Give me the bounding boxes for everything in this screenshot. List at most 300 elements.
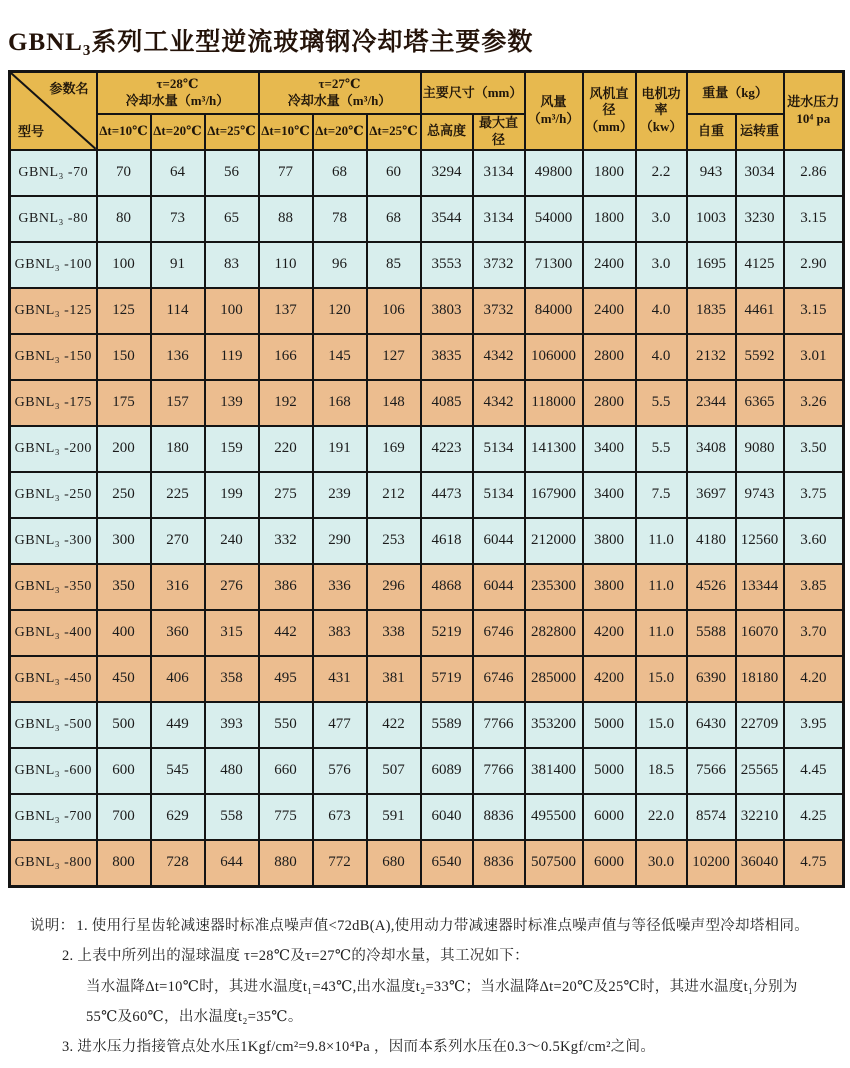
header-group-t28	[97, 72, 259, 115]
table-cell: 450	[97, 656, 151, 702]
header-inlet-pressure	[784, 72, 844, 150]
table-cell: 6000	[583, 840, 636, 887]
model-cell: GBNL₃ -80	[10, 196, 97, 242]
table-cell: 3.95	[784, 702, 844, 748]
table-cell: 3800	[583, 564, 636, 610]
table-cell: 253	[367, 518, 421, 564]
table-cell: 3803	[421, 288, 473, 334]
table-cell: 106000	[525, 334, 583, 380]
table-cell: 25565	[736, 748, 784, 794]
table-cell: 2400	[583, 242, 636, 288]
table-cell: 775	[259, 794, 313, 840]
table-cell: 83	[205, 242, 259, 288]
table-cell: 70	[97, 150, 151, 196]
table-cell: 545	[151, 748, 205, 794]
table-cell: 88	[259, 196, 313, 242]
table-cell: 6089	[421, 748, 473, 794]
table-row	[10, 380, 844, 426]
header-group-t27	[259, 72, 421, 115]
model-cell: GBNL₃ -300	[10, 518, 97, 564]
table-row	[10, 748, 844, 794]
table-cell: 8574	[687, 794, 736, 840]
table-cell: 576	[313, 748, 367, 794]
table-cell: 6540	[421, 840, 473, 887]
inlet-pressure-label: 进水压力	[787, 94, 840, 109]
table-cell: 118000	[525, 380, 583, 426]
table-cell: 12560	[736, 518, 784, 564]
table-cell: 3230	[736, 196, 784, 242]
t27-flow-label: 冷却水量（m³/h）	[287, 93, 392, 108]
t27-temp: τ=27℃	[318, 76, 361, 92]
note-2-continued-2	[86, 1009, 850, 1026]
table-cell: 381	[367, 656, 421, 702]
table-cell: 5000	[583, 748, 636, 794]
table-cell: 5219	[421, 610, 473, 656]
table-cell: 316	[151, 564, 205, 610]
table-cell: 3.0	[636, 196, 687, 242]
table-cell: 431	[313, 656, 367, 702]
table-cell: 49800	[525, 150, 583, 196]
table-cell: 11.0	[636, 564, 687, 610]
table-cell: 78	[313, 196, 367, 242]
table-cell: 180	[151, 426, 205, 472]
table-cell: 8836	[473, 794, 525, 840]
table-cell: 270	[151, 518, 205, 564]
table-cell: 480	[205, 748, 259, 794]
table-cell: 4200	[583, 610, 636, 656]
table-cell: 285000	[525, 656, 583, 702]
header-fan-diameter: 风机直径（mm）	[583, 72, 636, 150]
table-row	[10, 840, 844, 887]
note-2-line3-text: 55℃及60℃，出水温度t₂=35℃。	[86, 1008, 303, 1025]
table-cell: 3732	[473, 288, 525, 334]
table-cell: 200	[97, 426, 151, 472]
table-cell: 358	[205, 656, 259, 702]
table-cell: 2800	[583, 380, 636, 426]
table-cell: 2344	[687, 380, 736, 426]
table-cell: 191	[313, 426, 367, 472]
table-row	[10, 150, 844, 196]
t28-flow-label: 冷却水量（m³/h）	[125, 93, 230, 108]
table-cell: 120	[313, 288, 367, 334]
table-cell: 5719	[421, 656, 473, 702]
table-cell: 290	[313, 518, 367, 564]
table-cell: 168	[313, 380, 367, 426]
table-cell: 139	[205, 380, 259, 426]
table-cell: 4.25	[784, 794, 844, 840]
table-body	[10, 150, 844, 887]
table-cell: 240	[205, 518, 259, 564]
table-cell: 56	[205, 150, 259, 196]
subheader-total-height: 总高度	[421, 114, 473, 150]
corner-label-model: 型号	[18, 123, 45, 139]
note-2	[62, 948, 850, 965]
model-cell: GBNL₃ -150	[10, 334, 97, 380]
table-cell: 700	[97, 794, 151, 840]
table-cell: 381400	[525, 748, 583, 794]
table-cell: 6430	[687, 702, 736, 748]
table-cell: 1695	[687, 242, 736, 288]
table-cell: 64	[151, 150, 205, 196]
table-cell: 500	[97, 702, 151, 748]
table-cell: 2132	[687, 334, 736, 380]
header-group-main-size: 主要尺寸（mm）	[421, 72, 525, 115]
table-cell: 166	[259, 334, 313, 380]
corner-label-parameter: 参数名	[49, 81, 89, 96]
header-group-weight: 重量（kg）	[687, 72, 784, 115]
table-cell: 507	[367, 748, 421, 794]
table-cell: 10200	[687, 840, 736, 887]
table-cell: 18180	[736, 656, 784, 702]
table-cell: 393	[205, 702, 259, 748]
table-row	[10, 426, 844, 472]
table-cell: 4.75	[784, 840, 844, 887]
table-cell: 5.5	[636, 380, 687, 426]
table-cell: 212000	[525, 518, 583, 564]
table-row	[10, 794, 844, 840]
table-cell: 4.0	[636, 334, 687, 380]
table-cell: 507500	[525, 840, 583, 887]
table-cell: 7766	[473, 702, 525, 748]
table-cell: 36040	[736, 840, 784, 887]
table-cell: 800	[97, 840, 151, 887]
table-row	[10, 334, 844, 380]
table-cell: 5588	[687, 610, 736, 656]
table-cell: 4461	[736, 288, 784, 334]
note-3	[62, 1039, 850, 1056]
table-cell: 145	[313, 334, 367, 380]
table-cell: 5589	[421, 702, 473, 748]
table-cell: 7566	[687, 748, 736, 794]
table-cell: 1800	[583, 196, 636, 242]
table-cell: 300	[97, 518, 151, 564]
table-cell: 110	[259, 242, 313, 288]
table-cell: 558	[205, 794, 259, 840]
table-row	[10, 196, 844, 242]
table-cell: 3294	[421, 150, 473, 196]
header-motor-power: 电机功率（kw）	[636, 72, 687, 150]
table-row	[10, 518, 844, 564]
table-cell: 383	[313, 610, 367, 656]
table-cell: 3.85	[784, 564, 844, 610]
table-cell: 100	[97, 242, 151, 288]
table-cell: 3400	[583, 426, 636, 472]
subheader-t28-dt25: Δt=25℃	[205, 114, 259, 150]
table-cell: 30.0	[636, 840, 687, 887]
table-cell: 167900	[525, 472, 583, 518]
table-cell: 6365	[736, 380, 784, 426]
table-cell: 3697	[687, 472, 736, 518]
table-cell: 125	[97, 288, 151, 334]
table-cell: 1800	[583, 150, 636, 196]
table-cell: 235300	[525, 564, 583, 610]
table-row	[10, 610, 844, 656]
table-cell: 16070	[736, 610, 784, 656]
subheader-self-weight: 自重	[687, 114, 736, 150]
table-cell: 3134	[473, 196, 525, 242]
table-row	[10, 288, 844, 334]
model-cell: GBNL₃ -700	[10, 794, 97, 840]
table-cell: 275	[259, 472, 313, 518]
table-cell: 65	[205, 196, 259, 242]
model-cell: GBNL₃ -500	[10, 702, 97, 748]
table-cell: 85	[367, 242, 421, 288]
table-cell: 4526	[687, 564, 736, 610]
table-cell: 4342	[473, 380, 525, 426]
table-cell: 159	[205, 426, 259, 472]
table-cell: 332	[259, 518, 313, 564]
table-cell: 100	[205, 288, 259, 334]
corner-cell	[10, 72, 97, 150]
model-cell: GBNL₃ -600	[10, 748, 97, 794]
subheader-t28-dt10: Δt=10℃	[97, 114, 151, 150]
table-cell: 73	[151, 196, 205, 242]
table-cell: 495	[259, 656, 313, 702]
table-cell: 591	[367, 794, 421, 840]
table-cell: 150	[97, 334, 151, 380]
table-cell: 3408	[687, 426, 736, 472]
table-cell: 644	[205, 840, 259, 887]
spec-table	[8, 70, 845, 888]
note-2-continued-1	[86, 979, 850, 996]
note-2-line2-text: 当水温降Δt=10℃时，其进水温度t₁=43℃,出水温度t₂=33℃；当水温降Δt=20℃及25℃时，其进水温度t₁分别为	[86, 978, 798, 995]
t28-temp: τ=28℃	[156, 76, 199, 92]
table-cell: 550	[259, 702, 313, 748]
subheader-max-diameter: 最大直径	[473, 114, 525, 150]
table-cell: 5134	[473, 426, 525, 472]
table-cell: 5592	[736, 334, 784, 380]
table-cell: 239	[313, 472, 367, 518]
subheader-t27-dt10: Δt=10℃	[259, 114, 313, 150]
table-row	[10, 702, 844, 748]
table-cell: 3.15	[784, 196, 844, 242]
table-cell: 943	[687, 150, 736, 196]
page-title: GBNL₃系列工业型逆流玻璃钢冷却塔主要参数	[8, 29, 534, 56]
model-cell: GBNL₃ -350	[10, 564, 97, 610]
table-cell: 68	[367, 196, 421, 242]
inlet-pressure-unit: 10⁴ pa	[796, 110, 831, 126]
table-cell: 282800	[525, 610, 583, 656]
table-cell: 442	[259, 610, 313, 656]
note-2-text: 2. 上表中所列出的湿球温度 τ=28℃及τ=27℃的冷却水量，其工况如下：	[62, 948, 529, 965]
table-cell: 350	[97, 564, 151, 610]
subheader-t27-dt20: Δt=20℃	[313, 114, 367, 150]
table-cell: 18.5	[636, 748, 687, 794]
table-cell: 3.60	[784, 518, 844, 564]
model-cell: GBNL₃ -125	[10, 288, 97, 334]
table-cell: 212	[367, 472, 421, 518]
table-cell: 4.20	[784, 656, 844, 702]
table-cell: 32210	[736, 794, 784, 840]
table-cell: 353200	[525, 702, 583, 748]
table-cell: 1003	[687, 196, 736, 242]
table-cell: 4.0	[636, 288, 687, 334]
table-cell: 3800	[583, 518, 636, 564]
notes-label: 说明：	[30, 917, 75, 934]
table-cell: 15.0	[636, 702, 687, 748]
table-cell: 2.86	[784, 150, 844, 196]
table-cell: 22709	[736, 702, 784, 748]
model-cell: GBNL₃ -100	[10, 242, 97, 288]
table-cell: 141300	[525, 426, 583, 472]
air-volume-unit: （m³/h）	[527, 110, 580, 126]
table-cell: 296	[367, 564, 421, 610]
table-cell: 9080	[736, 426, 784, 472]
air-volume-label: 风量	[540, 94, 567, 109]
table-cell: 119	[205, 334, 259, 380]
table-row	[10, 564, 844, 610]
table-cell: 495500	[525, 794, 583, 840]
table-cell: 80	[97, 196, 151, 242]
table-cell: 3.75	[784, 472, 844, 518]
table-cell: 386	[259, 564, 313, 610]
table-cell: 336	[313, 564, 367, 610]
table-cell: 137	[259, 288, 313, 334]
table-cell: 728	[151, 840, 205, 887]
table-cell: 315	[205, 610, 259, 656]
table-cell: 7.5	[636, 472, 687, 518]
table-cell: 3544	[421, 196, 473, 242]
model-cell: GBNL₃ -400	[10, 610, 97, 656]
table-cell: 406	[151, 656, 205, 702]
subheader-run-weight: 运转重	[736, 114, 784, 150]
header-air-volume	[525, 72, 583, 150]
table-cell: 3034	[736, 150, 784, 196]
table-cell: 4085	[421, 380, 473, 426]
table-cell: 360	[151, 610, 205, 656]
table-cell: 629	[151, 794, 205, 840]
table-cell: 2800	[583, 334, 636, 380]
table-cell: 225	[151, 472, 205, 518]
table-cell: 4200	[583, 656, 636, 702]
table-cell: 3.01	[784, 334, 844, 380]
table-cell: 136	[151, 334, 205, 380]
table-cell: 68	[313, 150, 367, 196]
table-cell: 673	[313, 794, 367, 840]
table-cell: 11.0	[636, 518, 687, 564]
table-cell: 4868	[421, 564, 473, 610]
table-cell: 3835	[421, 334, 473, 380]
table-cell: 3553	[421, 242, 473, 288]
table-cell: 6746	[473, 656, 525, 702]
table-cell: 84000	[525, 288, 583, 334]
table-cell: 13344	[736, 564, 784, 610]
table-cell: 91	[151, 242, 205, 288]
table-cell: 220	[259, 426, 313, 472]
model-cell: GBNL₃ -450	[10, 656, 97, 702]
subheader-t28-dt20: Δt=20℃	[151, 114, 205, 150]
table-cell: 600	[97, 748, 151, 794]
table-cell: 60	[367, 150, 421, 196]
model-cell: GBNL₃ -200	[10, 426, 97, 472]
table-row	[10, 242, 844, 288]
table-row	[10, 656, 844, 702]
table-cell: 77	[259, 150, 313, 196]
table-cell: 680	[367, 840, 421, 887]
model-cell: GBNL₃ -800	[10, 840, 97, 887]
table-cell: 4125	[736, 242, 784, 288]
table-cell: 9743	[736, 472, 784, 518]
table-cell: 3732	[473, 242, 525, 288]
table-cell: 5.5	[636, 426, 687, 472]
table-cell: 250	[97, 472, 151, 518]
note-3-text: 3. 进水压力指接管点处水压1Kgf/cm²=9.8×10⁴Pa ，因而本系列水压在0.3～0.5Kgf/cm²之间。	[62, 1039, 656, 1056]
table-cell: 4223	[421, 426, 473, 472]
table-cell: 6390	[687, 656, 736, 702]
table-cell: 3.15	[784, 288, 844, 334]
table-cell: 477	[313, 702, 367, 748]
table-cell: 4180	[687, 518, 736, 564]
table-cell: 3.26	[784, 380, 844, 426]
note-1-text: 1. 使用行星齿轮减速器时标准点噪声值<72dB(A),使用动力带减速器时标准点噪声值与等径低噪声型冷却塔相同。	[76, 917, 810, 934]
table-cell: 772	[313, 840, 367, 887]
table-cell: 199	[205, 472, 259, 518]
note-1	[30, 918, 850, 935]
table-cell: 880	[259, 840, 313, 887]
table-cell: 96	[313, 242, 367, 288]
table-cell: 4342	[473, 334, 525, 380]
table-cell: 106	[367, 288, 421, 334]
table-cell: 3.0	[636, 242, 687, 288]
notes-section	[30, 918, 850, 1057]
table-cell: 3134	[473, 150, 525, 196]
table-cell: 5134	[473, 472, 525, 518]
table-cell: 192	[259, 380, 313, 426]
table-cell: 2.2	[636, 150, 687, 196]
table-cell: 3400	[583, 472, 636, 518]
table-cell: 6000	[583, 794, 636, 840]
model-cell: GBNL₃ -70	[10, 150, 97, 196]
table-cell: 1835	[687, 288, 736, 334]
table-cell: 400	[97, 610, 151, 656]
subheader-t27-dt25: Δt=25℃	[367, 114, 421, 150]
table-cell: 276	[205, 564, 259, 610]
table-cell: 660	[259, 748, 313, 794]
table-cell: 4.45	[784, 748, 844, 794]
table-cell: 422	[367, 702, 421, 748]
table-cell: 6044	[473, 564, 525, 610]
table-cell: 5000	[583, 702, 636, 748]
table-cell: 6746	[473, 610, 525, 656]
table-cell: 114	[151, 288, 205, 334]
table-cell: 22.0	[636, 794, 687, 840]
table-cell: 2400	[583, 288, 636, 334]
table-cell: 71300	[525, 242, 583, 288]
table-cell: 2.90	[784, 242, 844, 288]
table-cell: 175	[97, 380, 151, 426]
table-cell: 157	[151, 380, 205, 426]
table-cell: 4618	[421, 518, 473, 564]
table-cell: 338	[367, 610, 421, 656]
table-row	[10, 472, 844, 518]
table-cell: 54000	[525, 196, 583, 242]
table-cell: 7766	[473, 748, 525, 794]
table-cell: 6040	[421, 794, 473, 840]
table-cell: 8836	[473, 840, 525, 887]
model-cell: GBNL₃ -175	[10, 380, 97, 426]
table-cell: 11.0	[636, 610, 687, 656]
table-cell: 3.50	[784, 426, 844, 472]
table-header	[10, 72, 844, 150]
table-cell: 15.0	[636, 656, 687, 702]
table-cell: 4473	[421, 472, 473, 518]
model-cell: GBNL₃ -250	[10, 472, 97, 518]
table-cell: 6044	[473, 518, 525, 564]
table-cell: 127	[367, 334, 421, 380]
table-cell: 3.70	[784, 610, 844, 656]
table-cell: 449	[151, 702, 205, 748]
table-cell: 169	[367, 426, 421, 472]
